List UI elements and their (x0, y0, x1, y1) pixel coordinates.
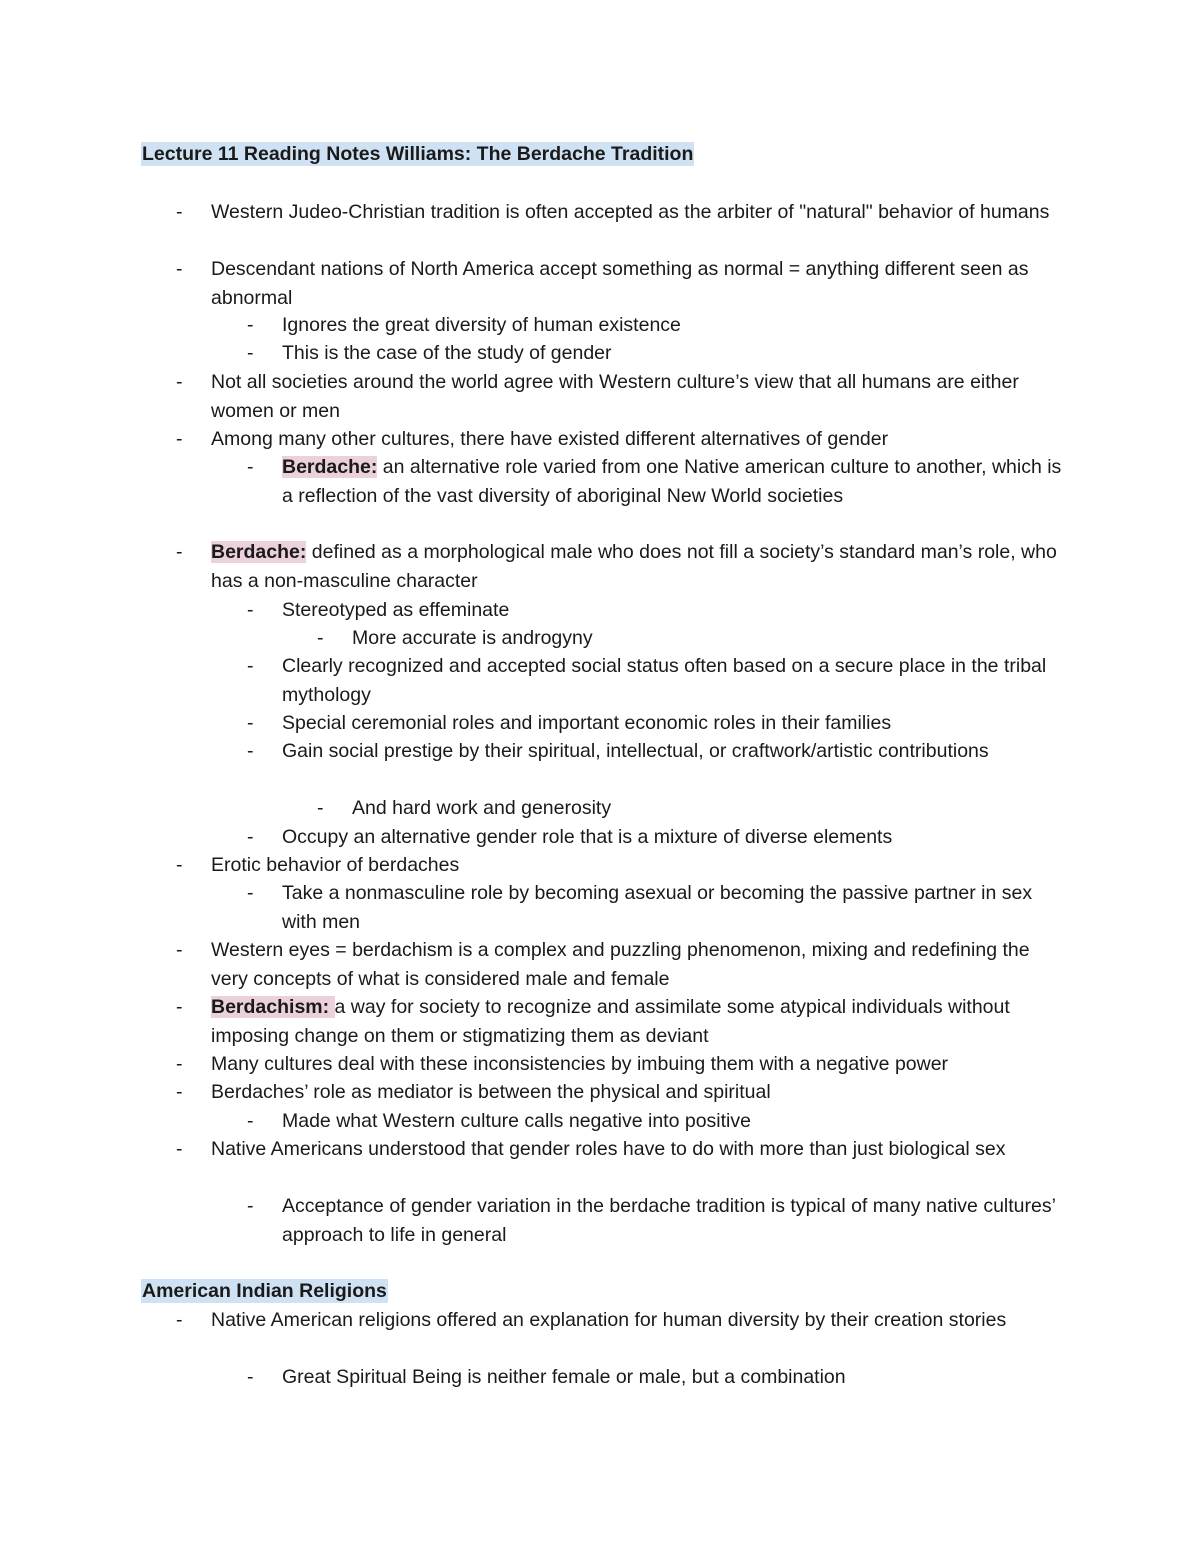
section-heading-lecture-11: Lecture 11 Reading Notes Williams: The Berdache Tradition (142, 143, 694, 165)
bullet-item: - Made what Western culture calls negative into positive (247, 1110, 751, 1132)
bullet-item: - Among many other cultures, there have existed different alternatives of gender (176, 428, 889, 450)
bullet-item: - Many cultures deal with these inconsistencies by imbuing them with a negative power (176, 1053, 949, 1075)
bullet-item-definition: - Berdachism: a way for society to recognize and assimilate some atypical individuals without imposing change on them or stigmatizing them as deviant (176, 996, 1010, 1047)
bullet-item: - Ignores the great diversity of human existence (247, 314, 681, 336)
section-heading-american-indian-religions: American Indian Religions (142, 1280, 387, 1302)
bullet-item: - Western Judeo-Christian tradition is often accepted as the arbiter of "natural" behavior of humans (176, 201, 1050, 223)
bullet-item: - Great Spiritual Being is neither female or male, but a combination (247, 1366, 846, 1388)
bullet-item: - Native American religions offered an explanation for human diversity by their creation stories (176, 1309, 1007, 1331)
bullet-item: - Occupy an alternative gender role that is a mixture of diverse elements (247, 826, 893, 848)
bullet-item-definition: - Berdache: an alternative role varied from one Native american culture to another, which is a reflection of the vast diversity of aboriginal New World societies (247, 456, 1062, 507)
bullet-item: - Not all societies around the world agree with Western culture’s view that all humans are either women or men (176, 371, 1019, 422)
term-highlight: Berdachism: (211, 996, 335, 1018)
bullet-item: - Native Americans understood that gender roles have to do with more than just biological sex (176, 1138, 1006, 1160)
bullet-item: - More accurate is androgyny (317, 627, 593, 649)
bullet-item: - Stereotyped as effeminate (247, 599, 510, 621)
bullet-item: - Special ceremonial roles and important economic roles in their families (247, 712, 892, 734)
bullet-item: - And hard work and generosity (317, 797, 612, 819)
bullet-item: - Descendant nations of North America accept something as normal = anything different seen as abnormal (176, 258, 1029, 309)
term-highlight: Berdache: (211, 541, 307, 563)
bullet-item: - Western eyes = berdachism is a complex and puzzling phenomenon, mixing and redefining the very concepts of what is considered male and female (176, 939, 1030, 990)
bullet-item: - Erotic behavior of berdaches (176, 854, 460, 876)
bullet-item: - Berdaches’ role as mediator is between the physical and spiritual (176, 1081, 771, 1103)
bullet-item: - Take a nonmasculine role by becoming asexual or becoming the passive partner in sex with men (247, 882, 1033, 933)
bullet-item: - Gain social prestige by their spiritual, intellectual, or craftwork/artistic contributions (247, 740, 989, 762)
bullet-item: - Acceptance of gender variation in the berdache tradition is typical of many native cultures’ approach to life in general (247, 1195, 1056, 1246)
bullet-item-definition: - Berdache: defined as a morphological male who does not fill a society’s standard man’s role, who has a non-masculine character (176, 541, 1057, 592)
term-highlight: Berdache: (282, 456, 378, 478)
bullet-item: - Clearly recognized and accepted social status often based on a secure place in the tribal mythology (247, 655, 1047, 706)
bullet-item: - This is the case of the study of gender (247, 342, 612, 364)
